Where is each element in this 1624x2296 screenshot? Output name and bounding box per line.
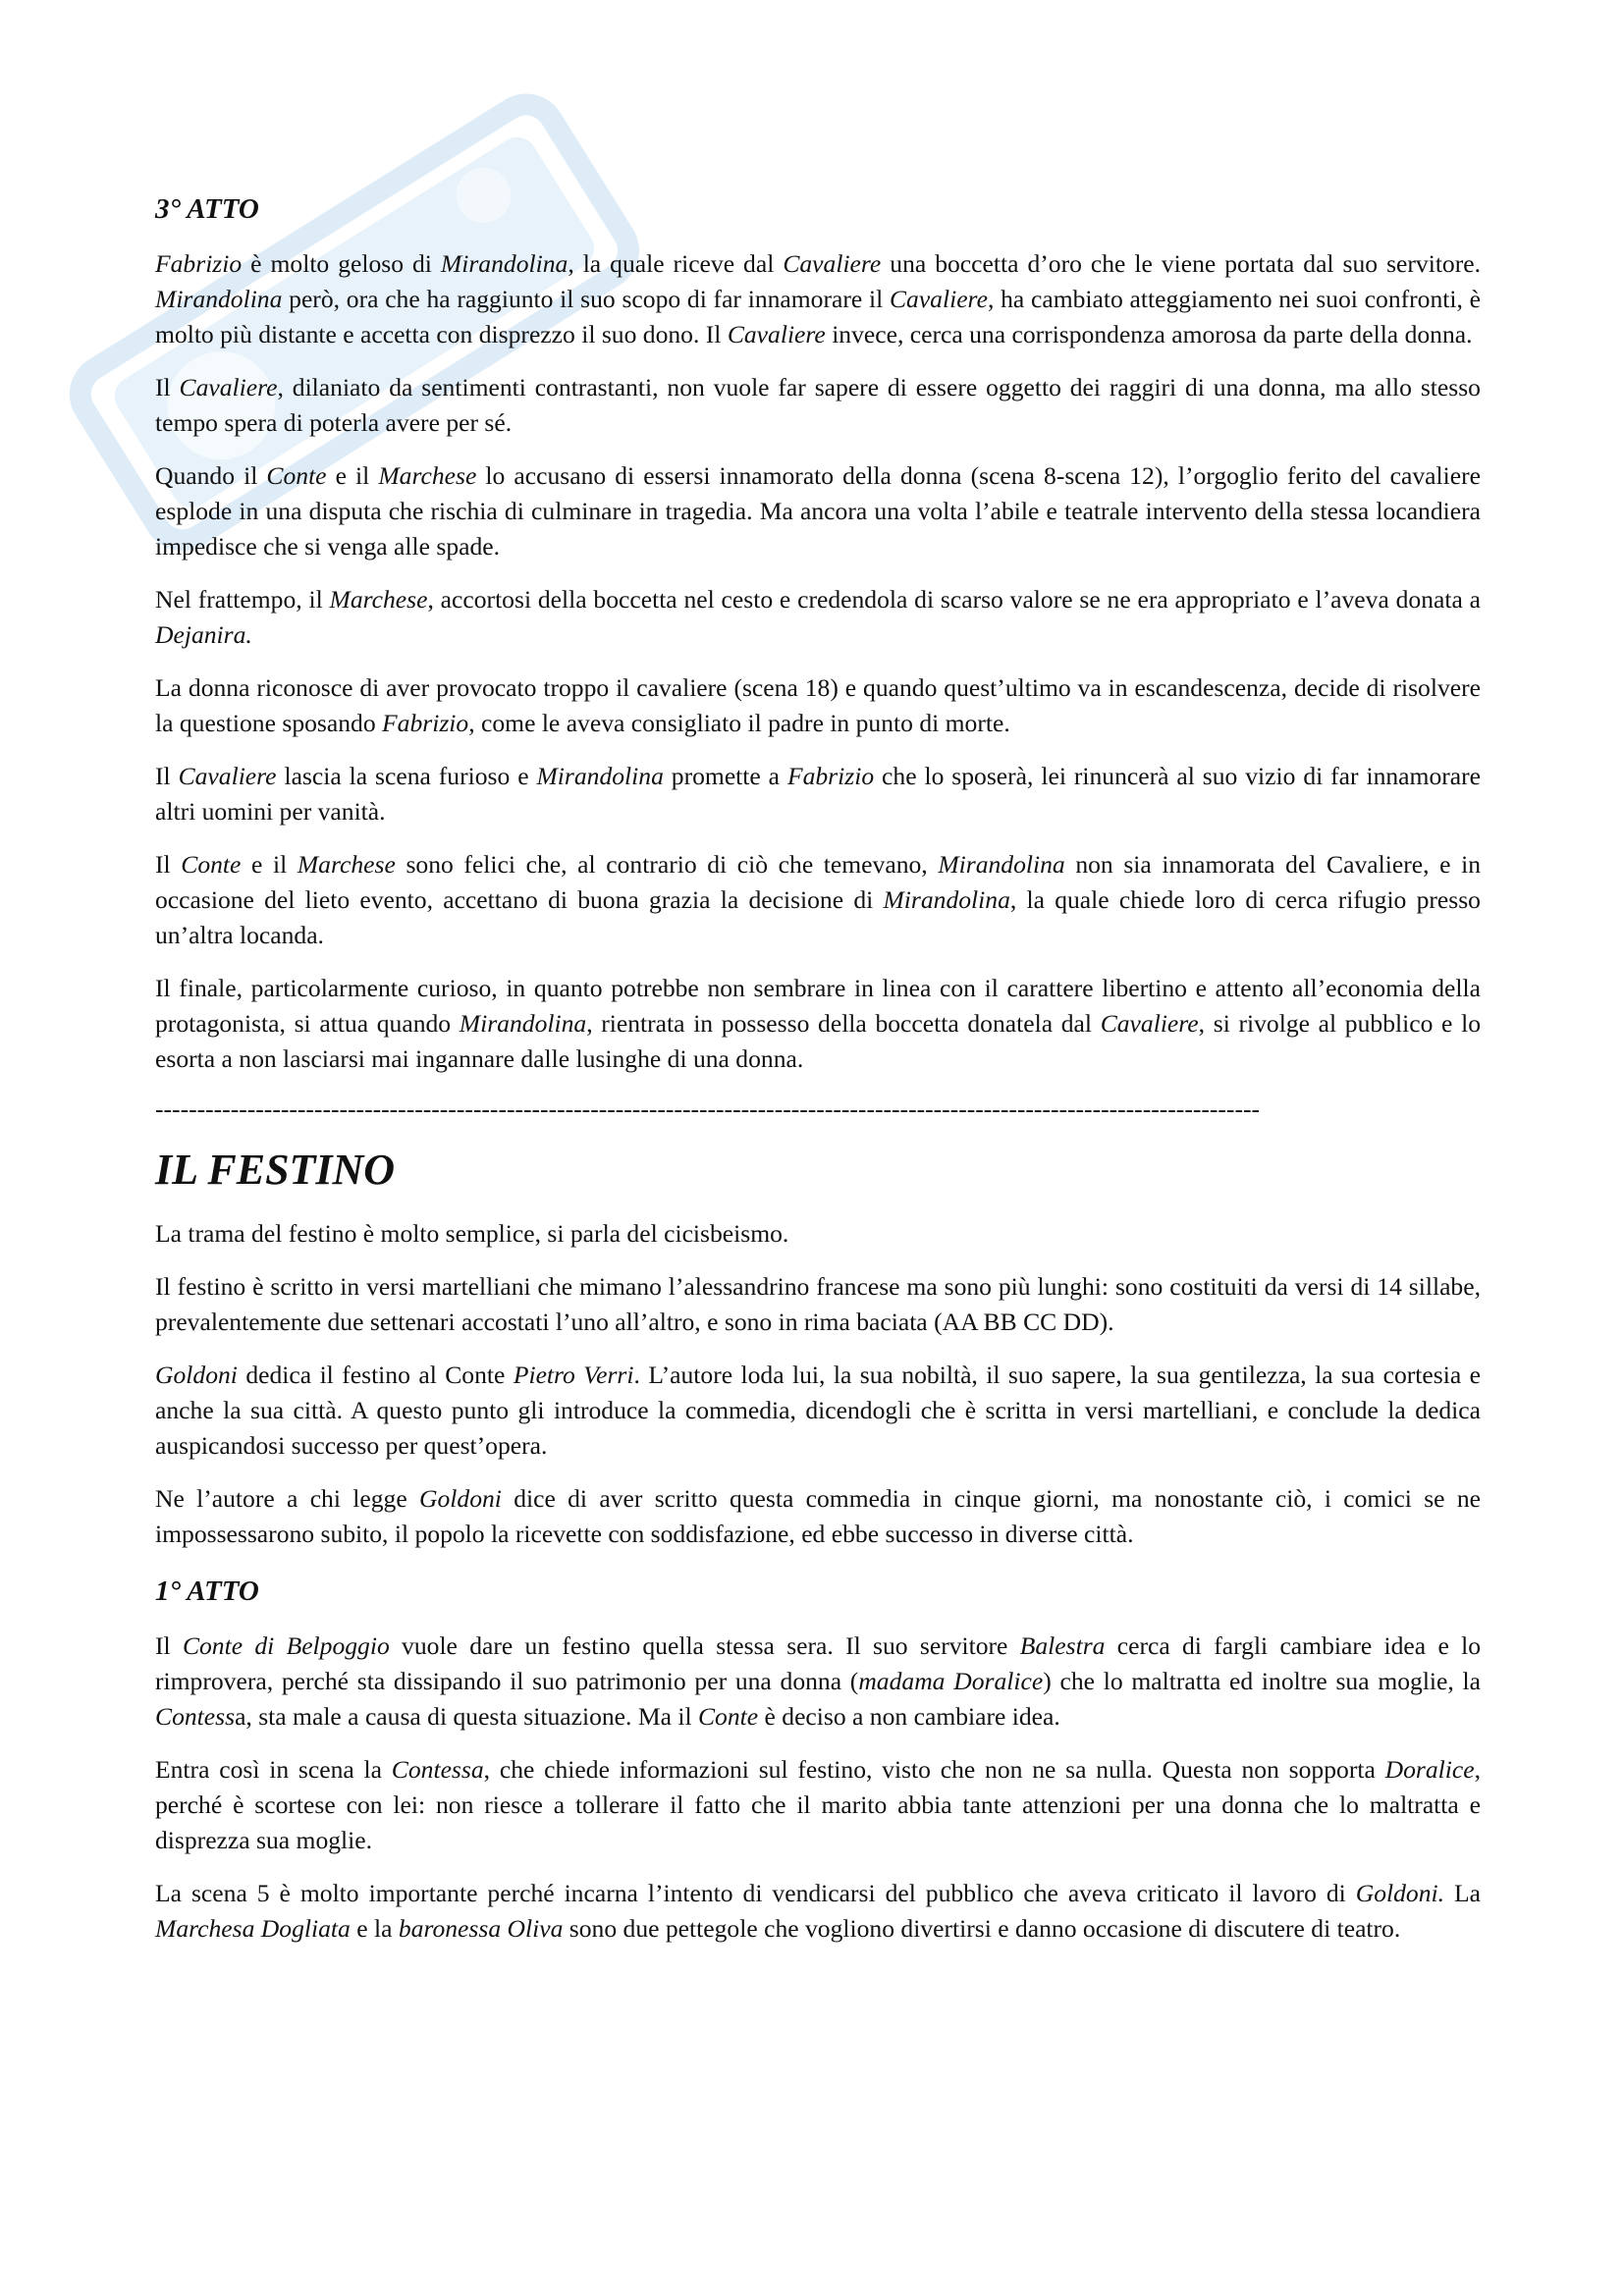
italic-text: Conte di Belpoggio — [182, 1631, 390, 1660]
text-run: , come le aveva consigliato il padre in punto di morte. — [468, 709, 1010, 737]
italic-text: Fabrizio — [382, 709, 469, 737]
paragraph — [155, 759, 1481, 829]
text-run: , la quale riceve dal — [568, 249, 784, 278]
text-run: , ha cambiato atteggiamento nei suoi confronti, è molto più distante e accetta con disprezzo il suo dono. Il — [155, 285, 1481, 348]
paragraph — [155, 847, 1481, 953]
italic-text: madama Doralice — [858, 1667, 1044, 1695]
text-run: . L’autore loda lui, la sua nobiltà, il suo sapere, la sua gentilezza, la sua cortesia e anche la sua città. A questo punto gli introduce la commedia, dicendogli che è scritta in versi martelliani, e conclude la dedica auspicandosi successo per quest’opera. — [155, 1361, 1481, 1460]
paragraph — [155, 1269, 1481, 1340]
paragraph — [155, 971, 1481, 1077]
italic-text: baronessa Oliva — [398, 1914, 564, 1943]
text-run: è deciso a non cambiare idea. — [758, 1702, 1060, 1731]
italic-text: Cavaliere — [889, 285, 988, 313]
italic-text: Fabrizio — [786, 762, 875, 790]
italic-text: Mirandolina — [155, 285, 283, 313]
act3-body — [155, 246, 1481, 1077]
italic-text: Mirandolina — [440, 249, 568, 278]
text-run: promette a — [663, 762, 787, 790]
italic-text: Dejanira. — [155, 620, 252, 649]
italic-text: Goldoni. — [1355, 1879, 1445, 1907]
text-run: La donna riconosce di aver provocato troppo il cavaliere (scena 18) e quando quest’ultimo va in escandescenza, decide di risolvere la questione sposando — [155, 673, 1481, 737]
paragraph — [155, 670, 1481, 741]
text-run: La scena 5 è molto importante perché incarna l’intento di vendicarsi del pubblico che aveva criticato il lavoro di — [155, 1879, 1356, 1907]
italic-text: Mirandolina — [536, 762, 664, 790]
paragraph — [155, 1876, 1481, 1947]
italic-text: Doralice — [1384, 1755, 1475, 1784]
italic-text: Marchese — [378, 461, 477, 490]
paragraph — [155, 1216, 1481, 1252]
text-run: , rientrata in possesso della boccetta donatela dal — [586, 1009, 1101, 1038]
paragraph — [155, 1358, 1481, 1464]
text-run: però, ora che ha raggiunto il suo scopo di far innamorare il — [282, 285, 890, 313]
text-run: sono felici che, al contrario di ciò che temevano, — [395, 850, 939, 879]
text-run: Il festino è scritto in versi martelliani che mimano l’alessandrino francese ma sono più lunghi: sono costituiti da versi di 14 sillabe, prevalentemente due settenari accostati l’uno all’altro, e sono in rima baciata (AA BB CC DD). — [155, 1272, 1481, 1336]
italic-text: Conte — [697, 1702, 759, 1731]
text-run: La trama del festino è molto semplice, si parla del cicisbeismo. — [155, 1219, 789, 1248]
paragraph — [155, 246, 1481, 352]
festino-title: IL FESTINO — [155, 1146, 396, 1194]
italic-text: Balestra — [1019, 1631, 1106, 1660]
paragraph — [155, 1629, 1481, 1735]
text-run: e il — [326, 461, 379, 490]
text-run: Ne l’autore a chi legge — [155, 1484, 419, 1513]
text-run: Il — [155, 762, 179, 790]
festino-body — [155, 1216, 1481, 1552]
italic-text: Marchese — [297, 850, 396, 879]
italic-text: Cavaliere — [1100, 1009, 1199, 1038]
text-run: non sia innamorata del Cavaliere, e in occasione del lieto evento, accettano di buona grazia la decisione di — [155, 850, 1481, 914]
paragraph — [155, 370, 1481, 441]
text-run: cerca di fargli cambiare idea e lo rimprovera, perché sta dissipando il suo patrimonio per una donna ( — [155, 1631, 1481, 1695]
text-run: Nel frattempo, il — [155, 585, 330, 614]
text-run: ) che lo maltratta ed inoltre sua moglie, la — [1043, 1667, 1482, 1695]
italic-text: Pietro Verri — [513, 1361, 634, 1389]
text-run: , perché è scortese con lei: non riesce a tollerare il fatto che il marito abbia tante attenzioni per una donna che lo maltratta e disprezza sua moglie. — [155, 1755, 1481, 1854]
italic-text: Mirandolina — [459, 1009, 587, 1038]
text-run: , che chiede informazioni sul festino, visto che non ne sa nulla. Questa non sopporta — [483, 1755, 1385, 1784]
text-run: Il finale, particolarmente curioso, in quanto potrebbe non sembrare in linea con il carattere libertino e attento all’economia della protagonista, si attua quando — [155, 974, 1481, 1038]
text-run: vuole dare un festino quella stessa sera. Il suo servitore — [389, 1631, 1020, 1660]
italic-text: Conte — [181, 850, 242, 879]
italic-text: Mirandolina — [938, 850, 1065, 879]
document-page — [155, 191, 1481, 1964]
italic-text: Goldoni — [155, 1361, 238, 1389]
paragraph — [155, 1481, 1481, 1552]
italic-text: Mirandolina — [883, 885, 1010, 914]
act3-heading: 3° ATTO — [155, 193, 259, 225]
text-run: e il — [241, 850, 298, 879]
text-run: lo accusano di essersi innamorato della donna (scena 8-scena 12), l’orgoglio ferito del cavaliere esplode in una disputa che rischia di culminare in tragedia. Ma ancora una volta l’abile e teatrale intervento della stessa locandiera impedisce che si venga alle spade. — [155, 461, 1481, 561]
text-run: a, sta male a causa di questa situazione. Ma il — [235, 1702, 698, 1731]
text-run: , si rivolge al pubblico e lo esorta a non lasciarsi mai ingannare dalle lusinghe di una donna. — [155, 1009, 1481, 1073]
text-run: Il — [155, 1631, 183, 1660]
act1-heading: 1° ATTO — [155, 1575, 259, 1607]
text-run: , accortosi della boccetta nel cesto e credendola di scarso valore se ne era appropriato e l’aveva donata a — [427, 585, 1481, 614]
text-run: dice di aver scritto questa commedia in cinque giorni, ma nonostante ciò, i comici se ne impossessarono subito, il popolo la ricevette con soddisfazione, ed ebbe successo in diverse città. — [155, 1484, 1481, 1548]
italic-text: Cavaliere — [783, 249, 882, 278]
text-run: Il — [155, 850, 182, 879]
text-run: sono due pettegole che vogliono divertirsi e danno occasione di discutere di teatro. — [563, 1914, 1401, 1943]
italic-text: Cavaliere — [178, 762, 277, 790]
text-run: è molto geloso di — [242, 249, 441, 278]
section-divider: ------------------------------------------------------------------------------------------------------------------------------------ — [155, 1095, 1261, 1123]
paragraph — [155, 582, 1481, 653]
act1-body — [155, 1629, 1481, 1947]
italic-text: Contess — [155, 1702, 236, 1731]
text-run: , dilaniato da sentimenti contrastanti, non vuole far sapere di essere oggetto dei raggiri di una donna, ma allo stesso tempo spera di poterla avere per sé. — [155, 373, 1481, 437]
italic-text: Cavaliere — [727, 320, 826, 348]
text-run: Quando il — [155, 461, 267, 490]
text-run: Il — [155, 373, 180, 401]
italic-text: Cavaliere — [179, 373, 278, 401]
text-run: che lo sposerà, lei rinuncerà al suo vizio di far innamorare altri uomini per vanità. — [155, 762, 1482, 826]
text-run: , la quale chiede loro di cerca rifugio presso un’altra locanda. — [155, 885, 1481, 949]
text-run: dedica il festino al Conte — [237, 1361, 514, 1389]
text-run: La — [1444, 1879, 1481, 1907]
italic-text: Marchese — [329, 585, 428, 614]
italic-text: Contessa — [391, 1755, 484, 1784]
text-run: invece, cerca una corrispondenza amorosa da parte della donna. — [825, 320, 1473, 348]
text-run: Entra così in scena la — [155, 1755, 392, 1784]
text-run: lascia la scena furioso e — [276, 762, 537, 790]
italic-text: Goldoni — [419, 1484, 502, 1513]
text-run: una boccetta d’oro che le viene portata dal suo servitore. — [881, 249, 1482, 278]
paragraph — [155, 458, 1481, 564]
paragraph — [155, 1752, 1481, 1858]
italic-text: Fabrizio — [155, 249, 243, 278]
italic-text: Conte — [266, 461, 327, 490]
text-run: e la — [350, 1914, 399, 1943]
italic-text: Marchesa Dogliata — [155, 1914, 351, 1943]
